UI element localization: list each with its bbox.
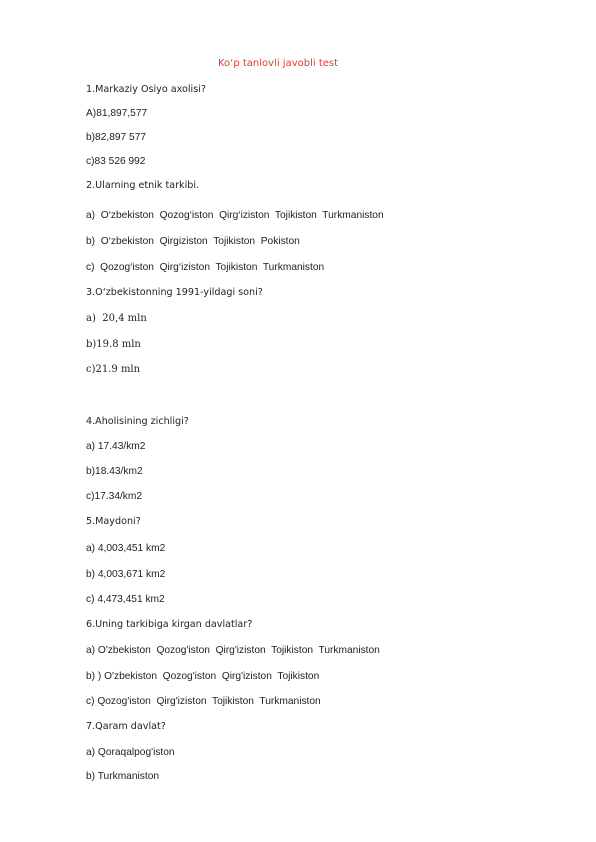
answer-4b: b)18.43/km2 [86, 466, 143, 477]
answer-7a: a) Qoraqalpog'iston [86, 747, 175, 758]
question-1: 1.Markaziy Osiyo axolisi? [86, 84, 206, 95]
question-4: 4.Aholisining zichligi? [86, 416, 189, 427]
answer-3b: b)19.8 mln [86, 339, 141, 350]
answer-1b: b)82,897 577 [86, 132, 147, 143]
page-title: Ko‘p tanlovli javobli test [217, 58, 339, 69]
answer-1a: A)81,897,577 [86, 108, 148, 119]
answer-3c: c)21.9 mln [86, 364, 141, 375]
question-3: 3.O‘zbekistonning 1991-yildagi soni? [86, 287, 263, 298]
answer-2a: a) O‘zbekiston Qozog‘iston Qirg‘iziston Tojikiston Turkmaniston [86, 210, 384, 221]
answer-5a: a) 4,003,451 km2 [86, 543, 166, 554]
answer-6a: a) O'zbekiston Qozog'iston Qirg'iziston Tojikiston Turkmaniston [86, 645, 380, 656]
answer-4a: a) 17.43/km2 [86, 441, 146, 452]
answer-5c: c) 4,473,451 km2 [86, 594, 165, 605]
answer-7b: b) Turkmaniston [86, 771, 160, 782]
question-6: 6.Uning tarkibiga kirgan davlatlar? [86, 619, 253, 630]
answer-2c: c) Qozog‘iston Qirg‘iziston Tojikiston Turkmaniston [86, 262, 325, 273]
answer-6b: b) ) O'zbekiston Qozog'iston Qirg'iziston Tojikiston [86, 671, 320, 682]
answer-4c: c)17.34/km2 [86, 491, 143, 502]
question-2: 2.Ularning etnik tarkibi. [86, 180, 200, 191]
answer-2b: b) O‘zbekiston Qirgiziston Tojikiston Pokiston [86, 236, 300, 247]
answer-1c: c)83 526 992 [86, 156, 146, 167]
answer-6c: c) Qozog'iston Qirg'iziston Tojikiston Turkmaniston [86, 696, 321, 707]
question-5: 5.Maydoni? [86, 516, 141, 527]
answer-3a: a) 20,4 mln [86, 313, 147, 324]
question-7: 7.Qaram davlat? [86, 721, 166, 732]
answer-5b: b) 4,003,671 km2 [86, 569, 166, 580]
